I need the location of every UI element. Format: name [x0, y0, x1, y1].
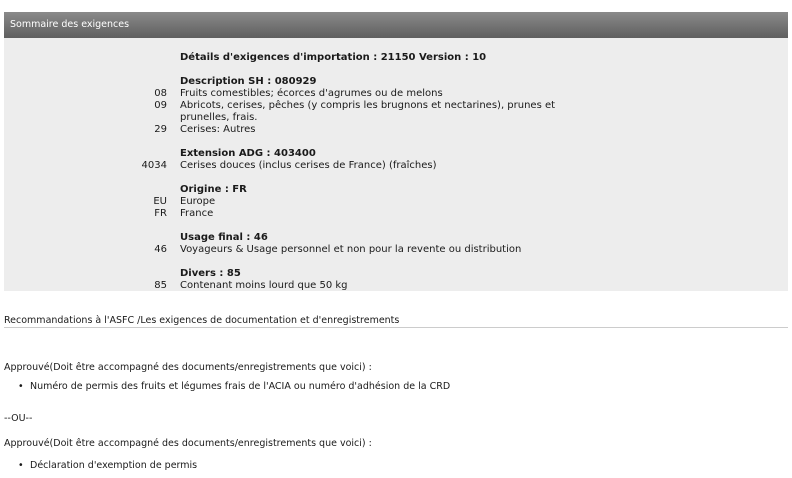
item-text: France: [180, 208, 214, 219]
origin-title: Origine : FR: [180, 184, 247, 195]
summary-header: [4, 12, 788, 38]
item-code: 29: [154, 124, 167, 135]
end-use-title-row: [4, 232, 788, 244]
item-code: 46: [154, 244, 167, 255]
summary-panel: [4, 38, 788, 291]
item-text: Contenant moins lourd que 50 kg: [180, 280, 348, 291]
item-code: 09: [154, 100, 167, 111]
list-item: [4, 88, 788, 100]
list-item: [4, 208, 788, 220]
divider: [4, 327, 788, 328]
list-item: [4, 100, 788, 112]
item-code: FR: [154, 208, 167, 219]
item-code: 08: [154, 88, 167, 99]
adg-title: Extension ADG : 403400: [180, 148, 316, 159]
item-text: Fruits comestibles; écorces d'agrumes ou de melons: [180, 88, 443, 99]
misc-title: Divers : 85: [180, 268, 241, 279]
sh-title: Description SH : 080929: [180, 76, 317, 87]
approved-text: Approuvé(Doit être accompagné des documents/enregistrements que voici) :: [4, 362, 372, 373]
end-use-title: Usage final : 46: [180, 232, 268, 243]
bullet-icon: •: [18, 460, 24, 471]
origin-title-row: [4, 184, 788, 196]
list-item: [18, 381, 450, 392]
item-text: Cerises: Autres: [180, 124, 256, 135]
item-text: Cerises douces (inclus cerises de France) (fraîches): [180, 160, 437, 171]
bullet-icon: •: [18, 381, 24, 392]
details-title-row: [4, 52, 788, 64]
summary-header-title: Sommaire des exigences: [10, 19, 130, 30]
approved-text: Approuvé(Doit être accompagné des documents/enregistrements que voici) :: [4, 438, 372, 449]
sh-title-row: [4, 76, 788, 88]
adg-title-row: [4, 148, 788, 160]
item-text: prunelles, frais.: [180, 112, 258, 123]
list-item: [4, 244, 788, 256]
item-text: Voyageurs & Usage personnel et non pour la revente ou distribution: [180, 244, 522, 255]
list-item: [4, 124, 788, 136]
item-text: Europe: [180, 196, 216, 207]
list-item: [4, 112, 788, 124]
bullet-text: Déclaration d'exemption de permis: [30, 460, 198, 471]
item-code: 85: [154, 280, 167, 291]
list-item: [4, 280, 788, 292]
item-code: EU: [153, 196, 167, 207]
list-item: [4, 196, 788, 208]
item-code: 4034: [141, 160, 167, 171]
details-title: Détails d'exigences d'importation : 21150 Version : 10: [180, 52, 487, 63]
misc-title-row: [4, 268, 788, 280]
recommendations-title: Recommandations à l'ASFC /Les exigences de documentation et d'enregistrements: [4, 315, 400, 326]
list-item: [18, 460, 197, 471]
list-item: [4, 160, 788, 172]
item-text: Abricots, cerises, pêches (y compris les brugnons et nectarines), prunes et: [180, 100, 556, 111]
bullet-text: Numéro de permis des fruits et légumes frais de l'ACIA ou numéro d'adhésion de la CRD: [30, 381, 451, 392]
or-separator: --OU--: [4, 413, 33, 424]
